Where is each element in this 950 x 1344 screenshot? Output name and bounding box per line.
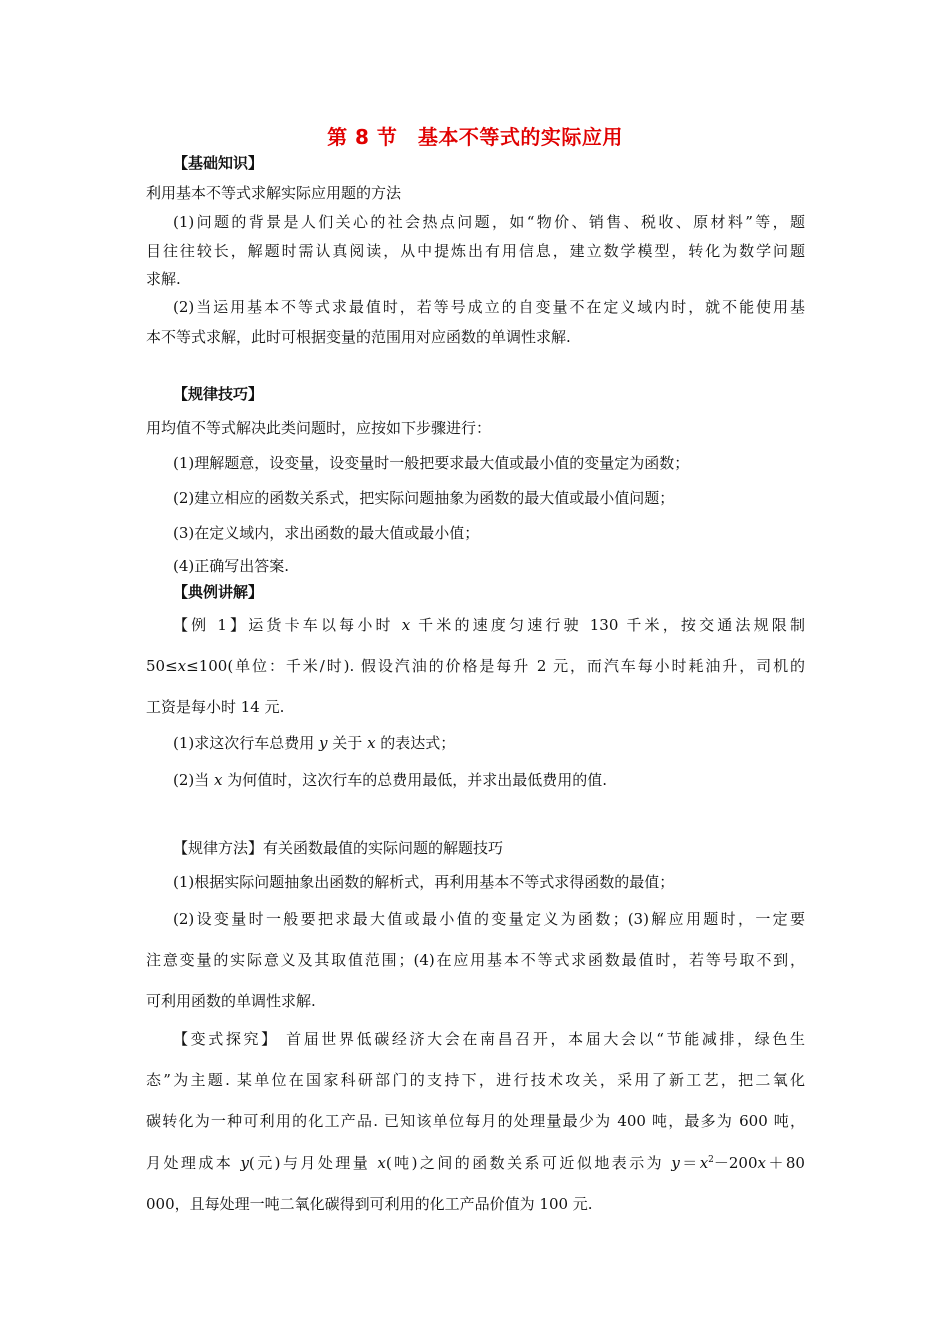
example-1-question-1: (1)求这次行车总费用 y 关于 x 的表达式； <box>173 734 456 752</box>
rules-step-3: (3)在定义域内，求出函数的最大值或最小值； <box>173 524 480 542</box>
example-1-line3: 工资是每小时 14 元. <box>146 698 285 716</box>
basics-p1-line1: (1)问题的背景是人们关心的社会热点问题，如“物价、销售、税收、原材料”等，题 <box>173 213 805 231</box>
basics-p1-line2: 目往往较长，解题时需认真阅读，从中提炼出有用信息，建立数学模型，转化为数学问题 <box>146 242 805 260</box>
example-1-line2: 50≤x≤100(单位：千米/时). 假设汽油的价格是每升 2 元，而汽车每小时耗油升，司机的 <box>146 657 805 675</box>
variant-line-5: 000，且每处理一吨二氧化碳得到可利用的化工产品价值为 100 元. <box>146 1195 593 1213</box>
method-line-4: 注意变量的实际意义及其取值范围；(4)在应用基本不等式求函数最值时，若等号取不到， <box>146 951 805 969</box>
variant-line-1: 【变式探究】 首届世界低碳经济大会在南昌召开，本届大会以“节能减排，绿色生 <box>173 1030 805 1048</box>
rules-step-2: (2)建立相应的函数关系式，把实际问题抽象为函数的最大值或最小值问题； <box>173 489 675 507</box>
method-line-5: 可利用函数的单调性求解. <box>146 992 316 1010</box>
variant-line-2: 态”为主题. 某单位在国家科研部门的支持下，进行技术攻关，采用了新工艺，把二氧化 <box>146 1071 805 1089</box>
basics-p1-line3: 求解. <box>146 270 181 288</box>
variant-line-3: 碳转化为一种可利用的化工产品. 已知该单位每月的处理量最少为 400 吨，最多为 600 吨， <box>146 1112 805 1130</box>
basics-p2-line1: (2)当运用基本不等式求最值时，若等号成立的自变量不在定义域内时，就不能使用基 <box>173 298 805 316</box>
example-1-question-2: (2)当 x 为何值时，这次行车的总费用最低，并求出最低费用的值. <box>173 771 608 789</box>
page-title: 第 8 节 基本不等式的实际应用 <box>327 125 623 149</box>
variant-line-4: 月处理成本 y(元)与月处理量 x(吨)之间的函数关系可近似地表示为 $y=x^2-200x+80$ <box>146 1154 805 1172</box>
method-heading-line: 【规律方法】有关函数最值的实际问题的解题技巧 <box>173 839 504 857</box>
basics-intro: 利用基本不等式求解实际应用题的方法 <box>146 184 402 202</box>
method-line-2: (1)根据实际问题抽象出函数的解析式，再利用基本不等式求得函数的最值； <box>173 873 675 891</box>
basics-heading: 【基础知识】 <box>173 154 264 172</box>
rules-heading: 【规律技巧】 <box>173 385 264 403</box>
rules-step-4: (4)正确写出答案. <box>173 557 290 575</box>
method-line-3: (2)设变量时一般要把求最大值或最小值的变量定义为函数；(3)解应用题时，一定要 <box>173 910 805 928</box>
examples-heading: 【典例讲解】 <box>173 583 264 601</box>
basics-p2-line2: 本不等式求解，此时可根据变量的范围用对应函数的单调性求解. <box>146 328 571 346</box>
rules-step-1: (1)理解题意，设变量，设变量时一般把要求最大值或最小值的变量定为函数； <box>173 454 690 472</box>
example-1-line1: 【例 1】运货卡车以每小时 x 千米的速度匀速行驶 130 千米，按交通法规限制 <box>173 616 805 634</box>
rules-intro: 用均值不等式解决此类问题时，应按如下步骤进行： <box>146 419 492 437</box>
